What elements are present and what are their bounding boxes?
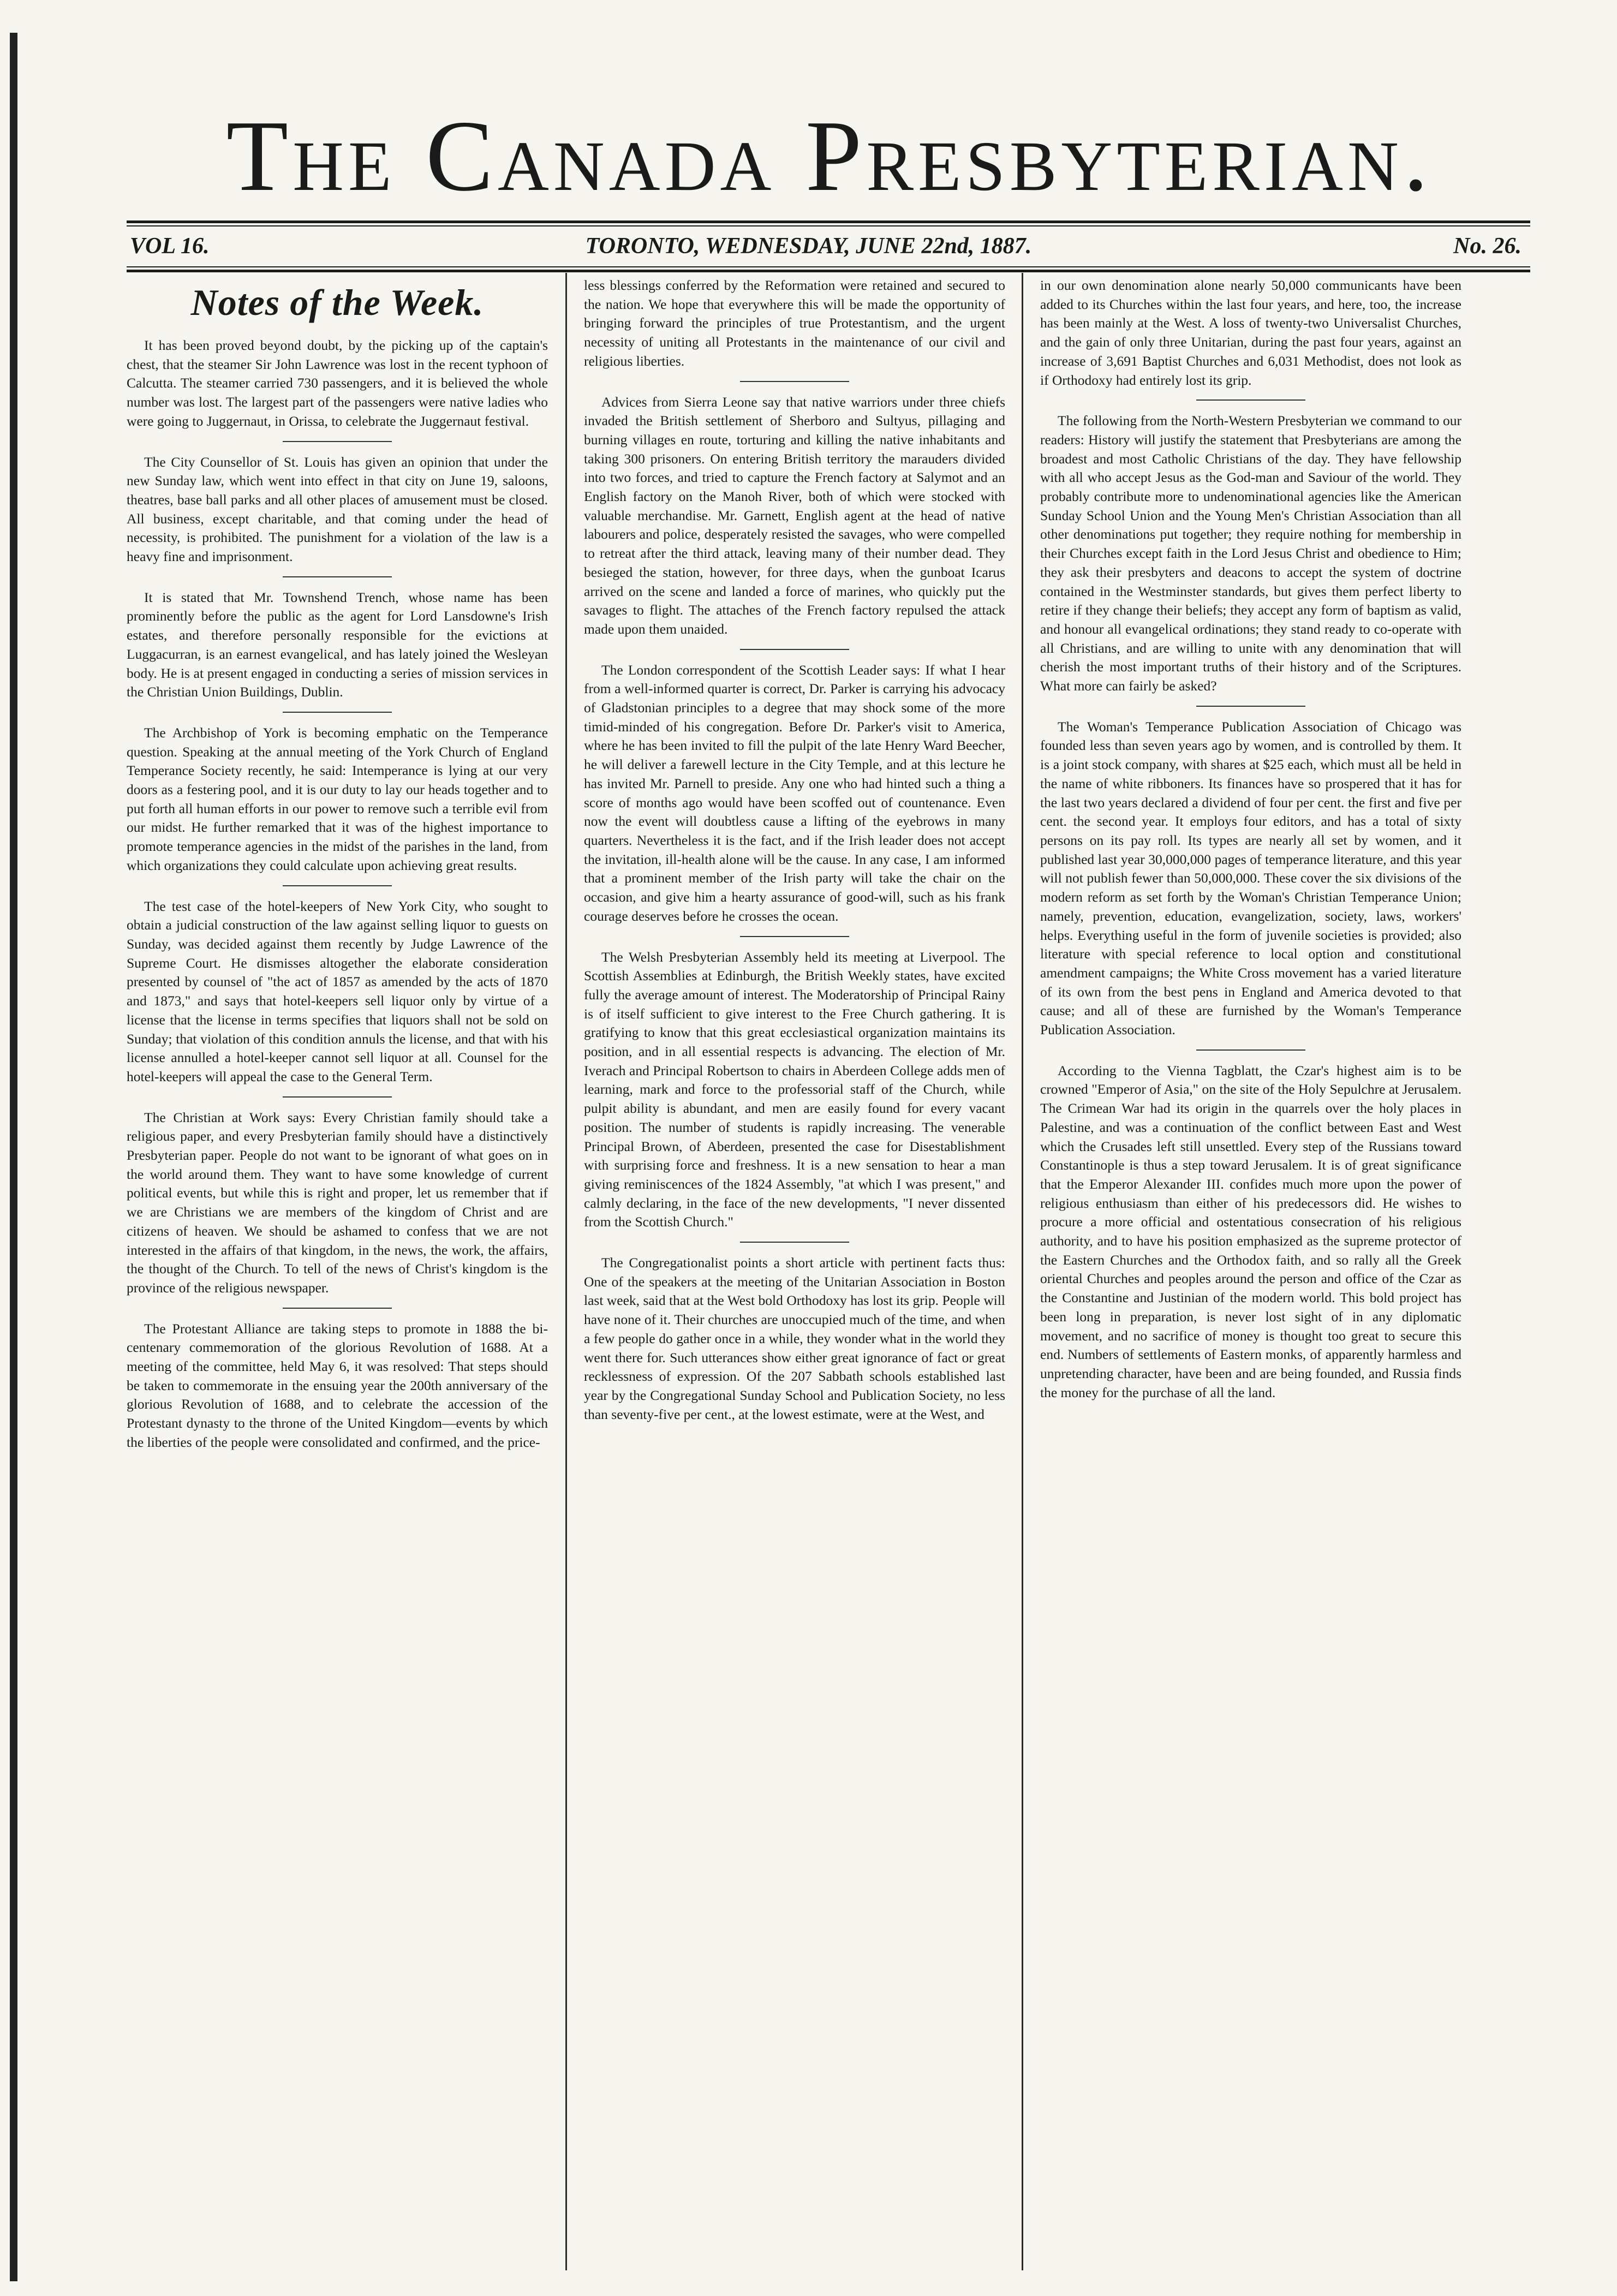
column-1 [127,276,548,2274]
masthead-title: The Canada Presbyterian. [226,100,1433,212]
article-separator [740,1242,849,1243]
column-divider [565,273,567,2270]
article-separator [1196,399,1305,401]
article-paragraph: The City Counsellor of St. Louis has given an opinion that under the new Sunday law, which went into effect in that city on June 19, saloons, theatres, base ball parks and all other places of amusement must be closed. All business, except charitable, and that coming under the head of necessity, is prohibited. The punishment for a violation of the law is a heavy fine and imprisonment. [127,454,548,565]
article-separator [283,1308,392,1309]
article-paragraph: in our own denomination alone nearly 50,000 communicants have been added to its Churches within the last four years, and here, too, the increase has been mainly at the West. A loss of twenty-two Universalist Churches, and the gain of only three Unitarian, during the past four years, against an increase of 3,691 Baptist Churches and 6,031 Methodist, does not look as if Orthodoxy had entirely lost its grip. [1040,277,1461,388]
article-separator [283,576,392,577]
article-separator [283,441,392,442]
volume-number: VOL 16. [130,234,210,259]
article-paragraph: According to the Vienna Tagblatt, the Czar's highest aim is to be crowned "Emperor of Asia," on the site of the Holy Sepulchre at Jerusalem. The Crimean War had its origin in the quarrels over the holy places in Palestine, and was a continuation of the conflict between East and West which the Crusades left still unsettled. Every step of the Russians toward Constantinople is thus a step toward Jerusalem. It is of great significance that the Emperor Alexander III. confides much more upon the power of religious enthusiasm than either of his predecessors did. He wishes to procure a more official and ostentatious consecration of his religious authority, and to have his position emphasized as the supreme protector of the Eastern Churches and the Orthodox faith, and so rally all the Greek oriental Churches and peoples around the person and office of the Czar as the Constantine and Justinian of the modern world. This bold project has been long in preparation, is never lost sight of in any diplomatic movement, and no sacrifice of money is thought too great to secure this end. Numbers of settlements of Eastern monks, of apparently harmless and unpretending character, have been and are being founded, and Russia finds the money for the purchase of all the land. [1040,1062,1461,1400]
page-edge-shadow [10,33,17,2281]
article-paragraph: It has been proved beyond doubt, by the picking up of the captain's chest, that the steamer Sir John Lawrence was lost in the recent typhoon of Calcutta. The steamer carried 730 passengers, and it is believed the whole number was lost. The largest part of the passengers were native ladies who were going to Juggernaut, in Orissa, to celebrate the Juggernaut festival. [127,337,548,429]
article-separator [283,712,392,713]
article-separator [283,885,392,886]
article-separator [283,1096,392,1098]
dateline-rule-bottom [127,270,1530,272]
article-paragraph: The Woman's Temperance Publication Association of Chicago was founded less than seven years ago by women, and is controlled by them. It is a joint stock company, with shares at $25 each, which must all be held in the name of white ribboners. Its finances have so prospered that it has for the last two years declared a dividend of four per cent. the first and five per cent. the second year. It employs four editors, and has a total of sixty persons on its pay roll. Its types are nearly all set by women, and it published last year 30,000,000 pages of temperance literature, and this year will not publish fewer than 50,000,000. These cover the six divisions of the modern reform as set forth by the Woman's Christian Temperance Union; namely, prevention, education, evangelization, society, laws, workers' helps. Everything useful in the form of juvenile societies is provided; also literature with special reference to local option and constitutional amendment campaigns; the White Cross movement has a varied literature of its own from the best pens in England and America devoted to that cause; and all of these are furnished by the Woman's Temperance Publication Association. [1040,718,1461,1038]
article-paragraph: The Protestant Alliance are taking steps to promote in 1888 the bi-centenary commemoration of the glorious Revolution of 1688. At a meeting of the committee, held May 6, it was resolved: That steps should be taken to commemorate in the ensuing year the 200th anniversary of the glorious Revolution of 1688, and to celebrate the accession of the Protestant dynasty to the throne of the United Kingdom—events by which the liberties of the people were consolidated and confirmed, and the price- [127,1320,548,1450]
article-paragraph: Advices from Sierra Leone say that native warriors under three chiefs invaded the British settlement of Sherboro and Sultyus, pillaging and burning villages en route, torturing and killing the native inhabitants and taking 300 prisoners. On entering British territory the marauders divided into two forces, and tried to capture the French factory at Salymot and an English factory on the Manoh River, both of which were stocked with valuable merchandise. Mr. Garnett, English agent at the head of native labourers and police, desperately resisted the savages, who were compelled to retreat after the third attack, leaving many of their number dead. They besieged the station, however, for three days, when the gunboat Icarus arrived on the scene and landed a force of marines, who quickly put the savages to flight. The attaches of the French factory repulsed the attack made upon them unaided. [584,393,1005,637]
article-paragraph: It is stated that Mr. Townshend Trench, whose name has been prominently before the public as the agent for Lord Lansdowne's Irish estates, and therefore personally responsible for the evictions at Luggacurran, is an earnest evangelical, and has lately joined the Wesleyan body. He is at present engaged in conducting a series of mission services in the Christian Union Buildings, Dublin. [127,589,548,700]
article-paragraph: less blessings conferred by the Reformation were retained and secured to the nation. We hope that everywhere this will be made the opportunity of bringing forward the principles of true Protestantism, and the urgent necessity of uniting all Protestants in the maintenance of our civil and religious liberties. [584,277,1005,369]
column-divider [1022,273,1023,2270]
dateline-rule-thin [127,266,1530,267]
article-separator [740,649,849,650]
section-heading: Notes of the Week. [190,282,484,323]
article-separator [1196,706,1305,707]
article-paragraph: The Congregationalist points a short article with pertinent facts thus: One of the speakers at the meeting of the Unitarian Association in Boston last week, said that at the West bold Orthodoxy has lost its grip. People will have none of it. Their churches are unoccupied much of the time, and when a few people do gather once in a while, they wonder what in the world they went there for. Such utterances show either great ignorance of fact or great recklessness of expression. Of the 207 Sabbath schools established last year by the Congregational Sunday School and Publication Society, no less than seventy-five per cent., at the lowest estimate, were at the West, and [584,1255,1005,1422]
masthead-rule-thin [127,225,1530,226]
column-2 [584,276,1005,2274]
article-paragraph: The Archbishop of York is becoming emphatic on the Temperance question. Speaking at the annual meeting of the York Church of England Temperance Society recently, he said: Intemperance is lying at our very doors as a festering pool, and it is our duty to lay our heads together and to put forth all human efforts in our power to remove such a terrible evil from our midst. He further remarked that it was of the highest importance to promote temperance agencies in the midst of the parishes in the land, from which organizations they could calculate upon achieving great results. [127,724,548,873]
article-separator [740,936,849,937]
article-paragraph: The Welsh Presbyterian Assembly held its meeting at Liverpool. The Scottish Assemblies at Edinburgh, the British Weekly states, have excited fully the average amount of interest. The Moderatorship of Principal Rainy is of itself sufficient to give interest to the Free Church gathering. It is gratifying to know that this great ecclesiastical organization maintains its position, and in all essential respects is advancing. The election of Mr. Iverach and Principal Robertson to chairs in Aberdeen College adds men of learning, mark and force to the professorial staff of the Church, while pulpit ability is abundant, and men are easily found for every vacant position. The number of students is rapidly increasing. The venerable Principal Brown, of Aberdeen, presented the case for Disestablishment with surprising force and freshness. It is a new sensation to hear a man giving reminiscences of the 1824 Assembly, "at which I was present," and calmly declaring, in the face of the new developments, "I never dissented from the Scottish Church." [584,949,1005,1230]
article-paragraph: The London correspondent of the Scottish Leader says: If what I hear from a well-informed quarter is correct, Dr. Parker is carrying his advocacy of Gladstonian principles to a degree that may shock some of the more timid-minded of his congregation. Before Dr. Parker's visit to America, where he has been invited to fill the pulpit of the late Henry Ward Beecher, he will deliver a farewell lecture in the City Temple, and at this lecture he has invited Mr. Parnell to preside. Any one who had hinted such a thing a score of months ago would have been scoffed out of countenance. Even now the event will doubtless cause a lifting of the eyebrows in many quarters. Nevertheless it is the fact, and if the Irish leader does not accept the invitation, ill-health alone will be the cause. In any case, I am informed that a prominent member of the Irish party will take the chair on the occasion, and give him a hearty assurance of good-will, such as his frank courage deserves before he crosses the ocean. [584,661,1005,924]
column-3 [1040,276,1461,2274]
article-separator [1196,1049,1305,1051]
masthead-rule-top [127,220,1530,223]
article-paragraph: The Christian at Work says: Every Christian family should take a religious paper, and every Presbyterian family should have a distinctively Presbyterian paper. People do not want to be ignorant of what goes on in the world around them. They want to have some knowledge of current political events, but while this is right and proper, let us remember that if we are Christians we are members of the kingdom of Christ and are citizens of heaven. We should be ashamed to confess that we are not interested in the affairs of that kingdom, in the news, the work, the affairs, the thought of the Church. To tell of the news of Christ's kingdom is the province of the religious newspaper. [127,1109,548,1296]
article-separator [740,381,849,382]
article-paragraph: The test case of the hotel-keepers of New York City, who sought to obtain a judicial construction of the law against selling liquor to guests on Sunday, was decided against them recently by Judge Lawrence of the Supreme Court. He dismisses altogether the elaborate consideration presented by counsel of "the act of 1857 as amended by the acts of 1870 and 1873," and says that hotel-keepers sell liquor only by virtue of a license that the license in terms specifies that liquors shall not be sold on Sunday; that violation of this condition annuls the license, and that with his license annulled a hotel-keeper cannot sell liquor at all. Counsel for the hotel-keepers will appeal the case to the General Term. [127,898,548,1084]
article-paragraph: The following from the North-Western Presbyterian we command to our readers: History will justify the statement that Presbyterians are among the broadest and most Catholic Christians of the day. They have fellowship with all who accept Jesus as the God-man and Saviour of the world. They probably contribute more to undenominational agencies like the American Sunday School Union and the Young Men's Christian Association than all other denominations put together; they require nothing for membership in their Churches except faith in the Lord Jesus Christ and obedience to Him; they ask their presbyters and deacons to accept the system of doctrine contained in the Westminster standards, but gives them perfect liberty to retire if they change their beliefs; they accept any form of baptism as valid, and honour all evangelical ordinations; they stand ready to co-operate with all Christians, and are willing to unite with any denomination that will cherish the most important truths of their history and of the Scriptures. What more can fairly be asked? [1040,413,1461,694]
issue-date: TORONTO, WEDNESDAY, JUNE 22nd, 1887. [585,234,1032,259]
issue-number: No. 26. [1453,234,1521,259]
